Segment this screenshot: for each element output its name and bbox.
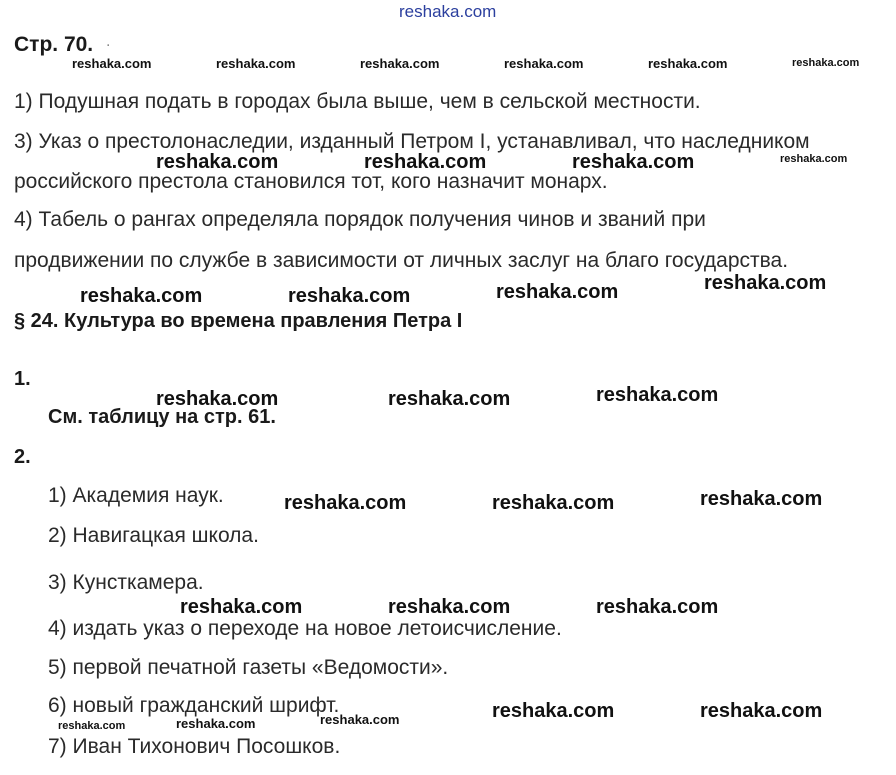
section-title: § 24. Культура во времена правления Петра I	[14, 310, 463, 332]
answer-line: российского престола становился тот, кого назначит монарх.	[14, 170, 608, 193]
watermark: reshaka.com	[58, 720, 126, 732]
task2-item: 6) новый гражданский шрифт.	[48, 694, 340, 717]
watermark: reshaka.com	[792, 57, 860, 69]
watermark: reshaka.com	[180, 596, 303, 618]
answer-line: 4) Табель о рангах определяла порядок получения чинов и званий при	[14, 208, 706, 231]
watermark-top: reshaka.com	[399, 2, 497, 21]
watermark: reshaka.com	[364, 151, 487, 173]
answer-line: 1) Подушная подать в городах была выше, чем в сельской местности.	[14, 90, 701, 113]
watermark: reshaka.com	[72, 56, 152, 71]
watermark: reshaka.com	[288, 285, 411, 307]
watermark: reshaka.com	[156, 388, 279, 410]
watermark: reshaka.com	[360, 56, 440, 71]
watermark: reshaka.com	[704, 272, 827, 294]
watermark: reshaka.com	[80, 285, 203, 307]
answer-line: 3) Указ о престолонаследии, изданный Петром I, устанавливал, что наследником	[14, 130, 810, 153]
watermark: reshaka.com	[492, 700, 615, 722]
watermark: reshaka.com	[596, 596, 719, 618]
page-reference-dot: .	[106, 33, 111, 50]
watermark: reshaka.com	[596, 384, 719, 406]
watermark: reshaka.com	[496, 281, 619, 303]
watermark: reshaka.com	[388, 596, 511, 618]
watermark: reshaka.com	[648, 56, 728, 71]
watermark: reshaka.com	[504, 56, 584, 71]
answer-line: продвижении по службе в зависимости от личных заслуг на благо государства.	[14, 249, 789, 272]
watermark: reshaka.com	[492, 492, 615, 514]
watermark: reshaka.com	[284, 492, 407, 514]
task2-item: 1) Академия наук.	[48, 484, 224, 507]
watermark: reshaka.com	[700, 700, 823, 722]
watermark: reshaka.com	[700, 488, 823, 510]
task1-answer: См. таблицу на стр. 61.	[48, 406, 276, 428]
task-number: 1.	[14, 368, 31, 390]
page-reference: Стр. 70.	[14, 33, 94, 56]
watermark: reshaka.com	[156, 151, 279, 173]
watermark: reshaka.com	[320, 712, 400, 727]
task2-item: 2) Навигацкая школа.	[48, 524, 259, 547]
task-number: 2.	[14, 446, 31, 468]
task2-item: 3) Кунсткамера.	[48, 571, 204, 594]
task2-item: 7) Иван Тихонович Посошков.	[48, 735, 341, 758]
watermark: reshaka.com	[572, 151, 695, 173]
watermark: reshaka.com	[216, 56, 296, 71]
task2-item: 4) издать указ о переходе на новое летоисчисление.	[48, 617, 562, 640]
watermark: reshaka.com	[388, 388, 511, 410]
watermark: reshaka.com	[780, 153, 848, 165]
task2-item: 5) первой печатной газеты «Ведомости».	[48, 656, 449, 679]
watermark: reshaka.com	[176, 716, 256, 731]
